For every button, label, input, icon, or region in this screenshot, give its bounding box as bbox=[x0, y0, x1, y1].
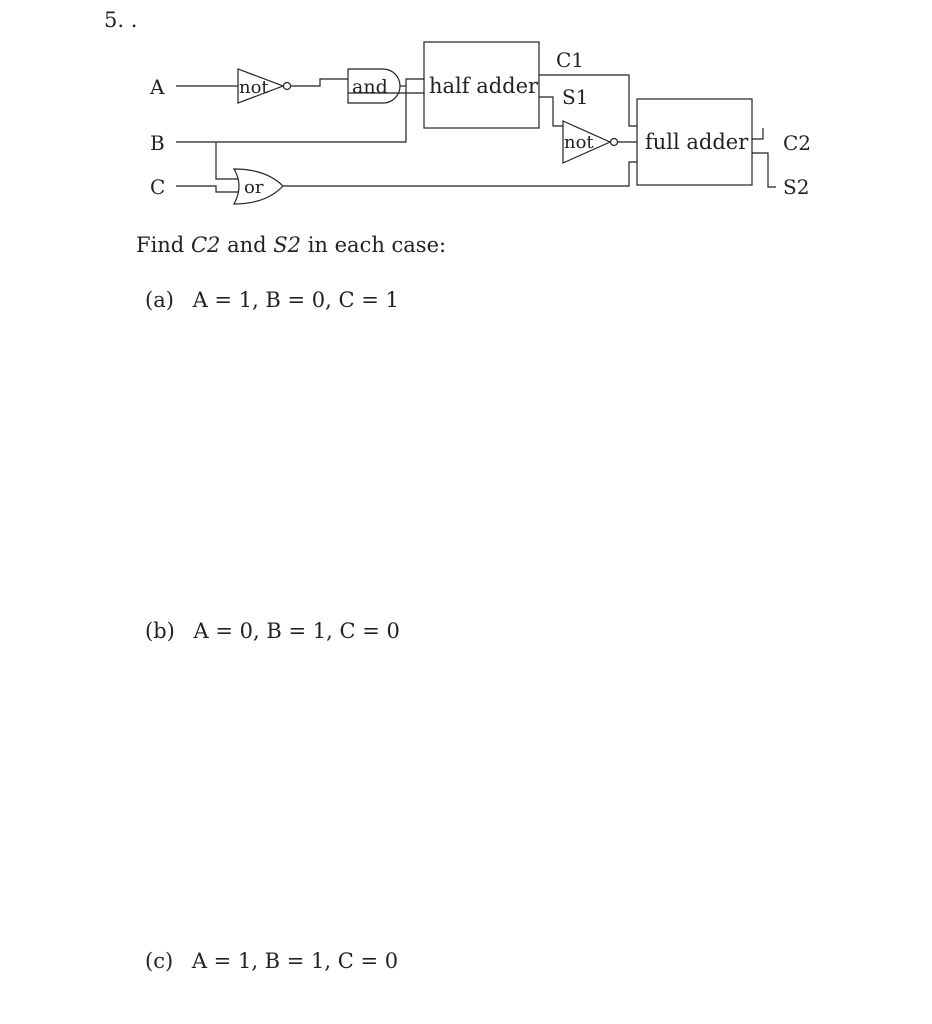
wire-full-adder-to-c2 bbox=[752, 128, 763, 139]
logic-circuit-diagram bbox=[0, 0, 932, 230]
wire-and-to-half-adder-1 bbox=[406, 79, 424, 86]
question-prefix: Find bbox=[136, 233, 185, 257]
case-c-label: (c) bbox=[145, 949, 174, 973]
question-var-c2: C2 bbox=[190, 233, 221, 257]
question-prompt bbox=[136, 233, 446, 257]
question-var-s2: S2 bbox=[273, 233, 302, 257]
case-b-expression: A = 0, B = 1, C = 0 bbox=[193, 619, 400, 643]
half-adder-label: half adder bbox=[429, 74, 539, 98]
input-label-a: A bbox=[150, 75, 165, 99]
case-a-label: (a) bbox=[145, 288, 174, 312]
and-gate-label: and bbox=[352, 76, 388, 98]
wire-not-to-and bbox=[291, 79, 348, 86]
wire-full-adder-to-s2 bbox=[752, 153, 776, 187]
and-gate bbox=[348, 69, 400, 103]
problem-number: 5. . bbox=[104, 8, 138, 32]
not-gate-2 bbox=[563, 121, 618, 163]
not-gate-2-label: not bbox=[564, 132, 594, 153]
case-b-label: (b) bbox=[145, 619, 175, 643]
wire-and-to-half-adder-2 bbox=[406, 86, 424, 93]
question-suffix: in each case: bbox=[307, 233, 447, 257]
case-c bbox=[145, 949, 398, 973]
wire-b-to-or bbox=[216, 142, 238, 179]
output-label-c1: C1 bbox=[556, 48, 585, 72]
wire-s1-to-not bbox=[539, 97, 563, 126]
case-a-expression: A = 1, B = 0, C = 1 bbox=[192, 288, 399, 312]
wire-or-to-full-adder bbox=[283, 162, 637, 186]
not-gate-1-label: not bbox=[239, 77, 269, 98]
case-c-expression: A = 1, B = 1, C = 0 bbox=[191, 949, 399, 973]
wire-c-to-or bbox=[176, 186, 238, 192]
question-middle: and bbox=[227, 233, 267, 257]
input-label-b: B bbox=[150, 131, 165, 155]
or-gate-label: or bbox=[244, 177, 264, 198]
input-label-c: C bbox=[150, 175, 166, 199]
case-a bbox=[145, 288, 399, 312]
output-label-s2: S2 bbox=[783, 175, 810, 199]
output-label-c2: C2 bbox=[783, 131, 812, 155]
output-label-s1: S1 bbox=[562, 85, 589, 109]
or-gate bbox=[234, 169, 283, 204]
not-gate-1 bbox=[238, 69, 291, 103]
case-b bbox=[145, 619, 400, 643]
full-adder-label: full adder bbox=[645, 130, 749, 154]
